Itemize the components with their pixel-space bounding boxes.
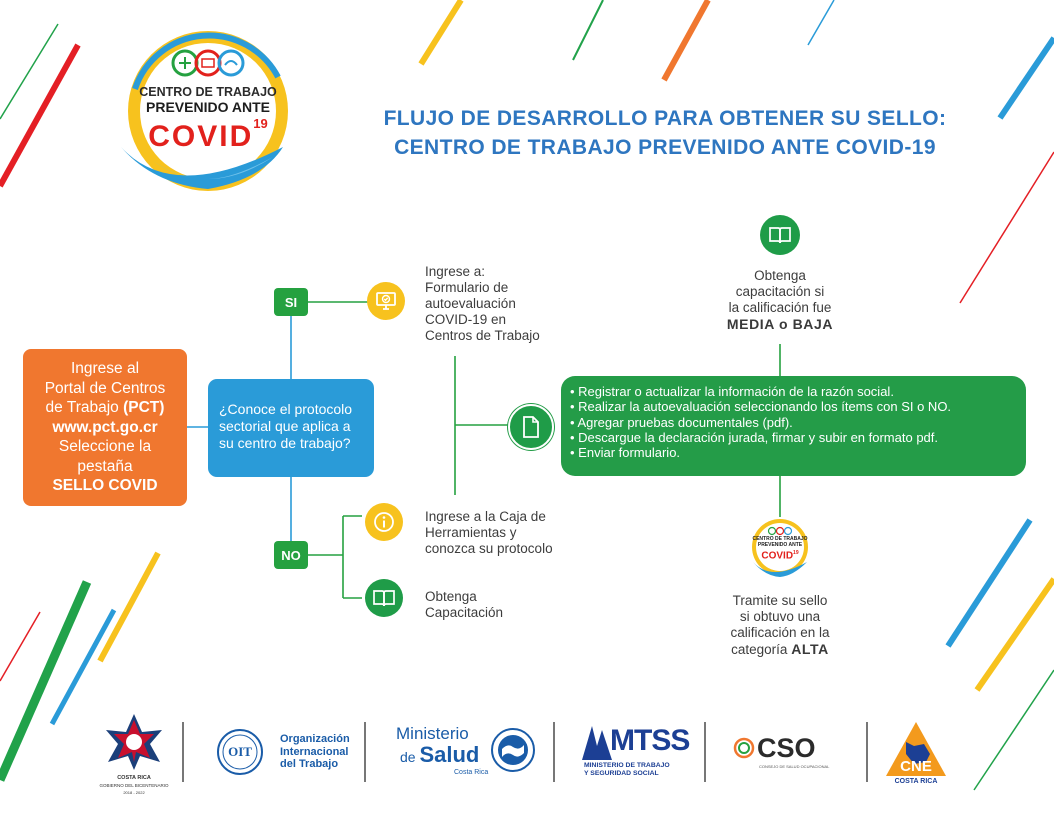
certify-line: si obtuvo una [739,609,821,624]
cne-acronym: CNE [900,758,932,775]
yes-step-line: Ingrese a: [425,264,486,279]
document-icon [508,404,554,450]
certify-category [700,641,860,658]
seal-small-line1: CENTRO DE TRABAJO [752,536,808,542]
no-step1-text [425,509,553,557]
certify-line: calificación en la [730,625,830,640]
no-label: NO [281,547,301,563]
start-line1: Ingrese al [70,360,140,378]
seal-covid-sup: 19 [253,116,268,131]
form-step-text: Agregar pruebas documentales (pdf). [577,414,793,430]
start-line3-pre: de Trabajo [45,399,124,417]
cr-line1: COSTA RICA [117,775,151,781]
cso-logo [733,733,863,773]
certify-text [700,593,860,658]
mtss-acronym: MTSS [610,724,690,757]
cne-line1: COSTA RICA [894,778,938,785]
form-step-item: • Agregar pruebas documentales (pdf). [570,414,793,430]
certify-pre: categoría [731,642,792,657]
yes-step-line: autoevaluación [425,296,516,311]
covid-seal-small-logo [749,518,811,580]
monitor-check-icon [367,282,405,320]
seal-small-line2: PREVENIDO ANTE [757,541,803,548]
question-line2: sectorial que aplica a [219,418,351,434]
costa-rica-government-logo [96,712,172,795]
cr-line2: GOBIERNO DEL BICENTENARIO [99,783,169,788]
form-step-item: • Realizar la autoevaluación seleccionando los ítems con SI o NO. [570,399,952,415]
salud-line3: Costa Rica [454,769,489,776]
training-line: Obtenga [754,268,806,283]
logo-divider [704,722,706,782]
cne-logo [884,720,948,790]
no-step1-line: Ingrese a la Caja de [425,509,546,524]
salud-line2-pre: de [400,749,420,765]
salud-line2: Salud [419,742,480,767]
page-title [320,104,1010,162]
logo-divider [182,722,184,782]
certify-line: Tramite su sello [732,593,828,608]
logo-divider [364,722,366,782]
mtss-line2: Y SEGURIDAD SOCIAL [584,769,659,777]
no-step1-line: conozca su protocolo [425,541,553,556]
question-line1: ¿Conoce el protocolo [219,401,353,417]
form-step-item: • Registrar o actualizar la información de la razón social. [570,384,894,399]
info-icon [365,503,403,541]
start-line5: Seleccione la [58,438,152,456]
training-text [690,268,870,332]
question-box [208,379,374,477]
logo-divider [866,722,868,782]
oit-acronym: OIT [228,744,252,759]
oit-line1: Organización [280,733,350,745]
start-line6: pestaña [77,457,133,475]
mtss-logo [582,724,690,784]
book-icon [760,215,800,255]
seal-line1: CENTRO DE TRABAJO [139,85,277,99]
training-line: capacitación si [735,284,825,299]
seal-small-covid: COVID [761,550,794,562]
start-line3-bold: (PCT) [123,399,165,417]
no-step2-line: Obtenga [425,589,477,604]
yes-step-line: Formulario de [425,280,509,295]
salud-line1: Ministerio [396,724,469,743]
start-tab-text: SELLO COVID [52,477,158,495]
question-line3: su centro de trabajo? [219,435,351,451]
form-step-text: Registrar o actualizar la información de la razón social. [578,384,894,399]
start-tab [23,476,187,496]
seal-covid: COVID [148,120,254,153]
cr-line3: 2018 - 2022 [123,790,145,795]
page-title-line1: FLUJO DE DESARROLLO PARA OBTENER SU SELLO: [383,107,947,130]
seal-covid-word [113,116,303,154]
no-tag [274,541,308,569]
portal-url-text: www.pct.go.cr [52,418,158,436]
training-line: la calificación fue [728,300,832,315]
no-step1-line: Herramientas y [425,525,517,540]
oit-logo [212,727,362,777]
ministerio-salud-logo [396,724,541,784]
start-line2: Portal de Centros [44,379,166,397]
yes-step-text [425,264,540,344]
yes-label: SI [284,294,298,310]
cso-acronym: CSO [757,733,816,763]
no-step2-line: Capacitación [425,605,504,620]
form-step-item: • Enviar formulario. [570,445,681,461]
yes-step-line: COVID-19 en [425,312,507,327]
page-title-line2: CENTRO DE TRABAJO PREVENIDO ANTE COVID-19 [394,136,936,159]
yes-step-line: Centros de Trabajo [425,328,540,343]
certify-grade: ALTA [791,641,829,657]
form-step-text: Descargue la declaración jurada, firmar y subir en formato pdf. [578,429,939,445]
form-steps-box [561,376,1026,476]
no-step2-text [425,589,503,621]
training-grade: MEDIA o BAJA [726,316,834,332]
book-icon [365,579,403,617]
seal-small-sup: 19 [793,550,799,556]
form-step-item: • Descargue la declaración jurada, firmar y subir en formato pdf. [570,429,939,445]
cso-line1: CONSEJO DE SALUD OCUPACIONAL [759,764,830,769]
start-line3 [23,398,187,418]
oit-line2: Internacional [280,745,349,758]
seal-small-covid-word [749,548,811,561]
covid-seal-logo [113,29,303,199]
logo-divider [553,722,555,782]
start-portal-box [23,349,187,506]
seal-line2: PREVENIDO ANTE [146,99,270,115]
mtss-line1: MINISTERIO DE TRABAJO [584,762,670,769]
portal-url[interactable] [23,418,187,438]
form-step-text: Realizar la autoevaluación seleccionando los ítems con SI o NO. [578,399,952,415]
form-step-text: Enviar formulario. [578,445,681,461]
yes-tag [274,288,308,316]
oit-line3: del Trabajo [280,758,339,770]
